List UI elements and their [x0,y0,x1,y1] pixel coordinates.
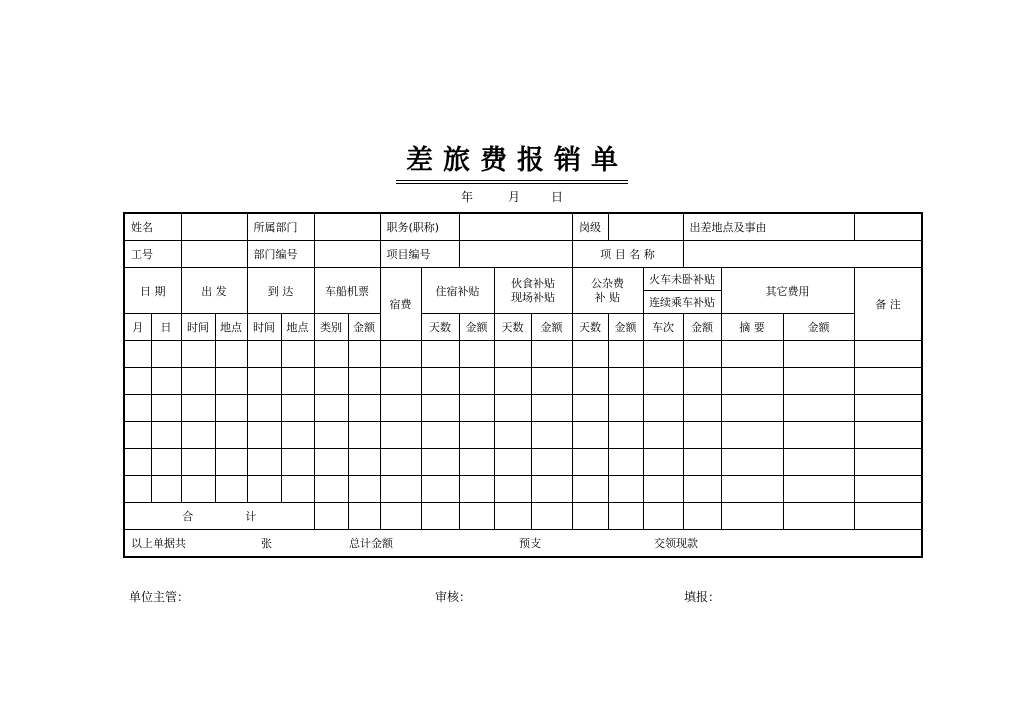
total-amount-label: 总计金额 [349,537,393,550]
table-cell[interactable] [247,368,281,395]
table-cell[interactable] [215,368,247,395]
project-name-label: 项 目 名 称 [572,241,683,268]
table-cell[interactable] [854,395,922,422]
meal-allowance-header [494,268,572,314]
table-cell[interactable] [281,422,314,449]
table-cell[interactable] [854,449,922,476]
rank-label: 岗级 [572,213,608,241]
table-cell[interactable] [494,422,531,449]
table-cell[interactable] [421,476,459,503]
table-row [124,449,922,476]
total-row [124,503,922,530]
table-cell[interactable] [380,449,421,476]
meal-amount-header: 金额 [531,314,572,341]
hotel-days-header: 天数 [421,314,459,341]
date-line [0,188,1024,204]
table-cell[interactable] [181,449,215,476]
table-cell[interactable] [281,341,314,368]
ticket-amount-header: 金额 [348,314,380,341]
table-cell[interactable] [459,395,494,422]
depart-header: 出 发 [181,268,247,314]
summary-row [124,530,922,558]
table-cell[interactable] [721,341,783,368]
table-cell[interactable] [181,422,215,449]
table-cell[interactable] [124,395,151,422]
table-cell[interactable] [281,476,314,503]
table-cell[interactable] [380,476,421,503]
table-cell[interactable] [608,341,643,368]
table-cell[interactable] [531,476,572,503]
table-cell[interactable] [783,503,854,530]
name-field[interactable] [181,213,247,241]
refund-label: 交领现款 [654,537,698,550]
dept-field[interactable] [314,213,380,241]
info-row-2 [124,241,922,268]
project-name-field[interactable] [683,241,922,268]
arrive-header: 到 达 [247,268,314,314]
table-cell[interactable] [783,449,854,476]
table-cell[interactable] [380,503,421,530]
table-cell[interactable] [683,503,721,530]
table-cell[interactable] [314,368,348,395]
total-he: 合 [182,510,194,523]
table-cell[interactable] [151,422,181,449]
table-cell[interactable] [421,395,459,422]
table-cell[interactable] [314,395,348,422]
sheets-label: 张 [261,537,272,550]
other-amount-header: 金额 [783,314,854,341]
table-cell[interactable] [783,422,854,449]
table-cell[interactable] [721,449,783,476]
table-cell[interactable] [572,449,608,476]
table-cell[interactable] [783,395,854,422]
table-cell[interactable] [348,503,380,530]
table-cell[interactable] [721,422,783,449]
table-cell[interactable] [459,476,494,503]
filled-by-signature: 填报： [684,590,721,604]
table-cell[interactable] [683,476,721,503]
date-header: 日 期 [124,268,181,314]
position-label: 职务(职称) [380,213,459,241]
table-cell[interactable] [421,449,459,476]
info-row-1 [124,213,922,241]
table-cell[interactable] [314,476,348,503]
bills-label: 以上单据共 [131,537,186,550]
other-summary-header: 摘 要 [721,314,783,341]
total-ji: 计 [245,510,257,523]
table-cell[interactable] [247,395,281,422]
table-cell[interactable] [215,341,247,368]
destination-field[interactable] [854,213,922,241]
table-cell[interactable] [281,449,314,476]
table-cell[interactable] [247,341,281,368]
subheader-row [124,314,922,341]
table-cell[interactable] [380,341,421,368]
header-row-1 [124,268,922,291]
depart-place-header: 地点 [215,314,247,341]
table-cell[interactable] [721,368,783,395]
table-cell[interactable] [181,395,215,422]
table-cell[interactable] [608,422,643,449]
table-cell[interactable] [572,422,608,449]
dept-label: 所属部门 [247,213,314,241]
table-cell[interactable] [854,341,922,368]
table-cell[interactable] [643,449,683,476]
table-cell[interactable] [348,422,380,449]
table-cell[interactable] [531,503,572,530]
table-cell[interactable] [151,449,181,476]
table-cell[interactable] [215,476,247,503]
table-cell[interactable] [314,422,348,449]
table-cell[interactable] [247,422,281,449]
summary-cell [124,530,922,558]
table-row [124,341,922,368]
table-cell[interactable] [721,395,783,422]
table-cell[interactable] [459,422,494,449]
table-cell[interactable] [181,341,215,368]
table-cell[interactable] [683,422,721,449]
table-cell[interactable] [459,449,494,476]
table-cell[interactable] [721,503,783,530]
table-cell[interactable] [151,341,181,368]
dept-no-label: 部门编号 [247,241,314,268]
table-cell[interactable] [721,476,783,503]
table-cell[interactable] [494,476,531,503]
table-cell[interactable] [348,395,380,422]
meal-allowance-text: 伙食补贴 现场补贴 [511,276,556,304]
date-day: 日 [551,190,564,204]
table-cell[interactable] [531,449,572,476]
table-cell[interactable] [348,476,380,503]
table-cell[interactable] [314,449,348,476]
job-no-label: 工号 [124,241,181,268]
table-cell[interactable] [783,368,854,395]
table-cell[interactable] [572,368,608,395]
table-cell[interactable] [421,422,459,449]
continuous-ride-header: 连续乘车补贴 [643,291,721,314]
meal-days-header: 天数 [494,314,531,341]
table-cell[interactable] [124,449,151,476]
data-rows [124,341,922,503]
lodging-header: 宿费 [380,268,421,341]
review-signature: 审核： [435,590,472,604]
table-cell[interactable] [783,341,854,368]
table-cell[interactable] [181,368,215,395]
table-cell[interactable] [281,395,314,422]
table-cell[interactable] [421,341,459,368]
table-cell[interactable] [494,395,531,422]
table-cell[interactable] [643,395,683,422]
table-cell[interactable] [572,341,608,368]
table-cell[interactable] [531,422,572,449]
table-cell[interactable] [643,368,683,395]
date-year: 年 [461,190,474,204]
table-cell[interactable] [494,341,531,368]
table-cell[interactable] [531,341,572,368]
expense-form-table [123,212,923,558]
table-row [124,422,922,449]
table-cell[interactable] [608,449,643,476]
day-header: 日 [151,314,181,341]
train-sleeper-header: 火车未卧补贴 [643,268,721,291]
advance-label: 预支 [519,537,541,550]
ticket-category-header: 类别 [314,314,348,341]
name-label: 姓名 [124,213,181,241]
ticket-header: 车船机票 [314,268,380,314]
table-cell[interactable] [459,341,494,368]
position-field[interactable] [459,213,572,241]
table-cell[interactable] [124,341,151,368]
table-cell[interactable] [643,476,683,503]
table-cell[interactable] [421,503,459,530]
table-cell[interactable] [494,368,531,395]
table-cell[interactable] [572,476,608,503]
table-cell[interactable] [683,368,721,395]
month-header: 月 [124,314,151,341]
table-cell[interactable] [572,503,608,530]
table-cell[interactable] [572,395,608,422]
table-cell[interactable] [608,503,643,530]
table-cell[interactable] [421,368,459,395]
arrive-place-header: 地点 [281,314,314,341]
table-cell[interactable] [531,368,572,395]
table-cell[interactable] [380,395,421,422]
table-cell[interactable] [348,341,380,368]
table-cell[interactable] [783,476,854,503]
table-cell[interactable] [854,368,922,395]
rank-field[interactable] [608,213,683,241]
train-amount-header: 金额 [683,314,721,341]
job-no-field[interactable] [181,241,247,268]
table-cell[interactable] [247,449,281,476]
table-cell[interactable] [124,368,151,395]
table-cell[interactable] [608,395,643,422]
table-cell[interactable] [281,368,314,395]
table-cell[interactable] [608,476,643,503]
table-cell[interactable] [380,368,421,395]
supervisor-signature: 单位主管： [129,590,190,604]
table-cell[interactable] [494,503,531,530]
table-cell[interactable] [854,503,922,530]
misc-allowance-text: 公杂费 补 贴 [591,276,625,304]
project-no-field[interactable] [459,241,572,268]
remarks-header: 备 注 [854,268,922,341]
table-cell[interactable] [494,449,531,476]
table-cell[interactable] [124,422,151,449]
table-cell[interactable] [643,503,683,530]
project-no-label: 项目编号 [380,241,459,268]
table-row [124,395,922,422]
table-cell[interactable] [247,476,281,503]
table-cell[interactable] [854,476,922,503]
hotel-amount-header: 金额 [459,314,494,341]
misc-amount-header: 金额 [608,314,643,341]
date-month: 月 [508,190,521,204]
misc-days-header: 天数 [572,314,608,341]
table-cell[interactable] [314,341,348,368]
table-cell[interactable] [215,422,247,449]
table-cell[interactable] [314,503,348,530]
table-cell[interactable] [531,395,572,422]
table-cell[interactable] [643,341,683,368]
table-cell[interactable] [380,422,421,449]
table-cell[interactable] [151,476,181,503]
depart-time-header: 时间 [181,314,215,341]
table-cell[interactable] [151,368,181,395]
form-title: 差旅费报销单 [0,138,1024,184]
table-cell[interactable] [151,395,181,422]
table-cell[interactable] [854,422,922,449]
table-cell[interactable] [215,449,247,476]
table-cell[interactable] [181,476,215,503]
table-cell[interactable] [459,503,494,530]
train-no-header: 车次 [643,314,683,341]
other-fees-header: 其它费用 [721,268,854,314]
table-cell[interactable] [683,395,721,422]
table-cell[interactable] [348,368,380,395]
table-row [124,476,922,503]
table-cell[interactable] [124,476,151,503]
table-cell[interactable] [683,449,721,476]
misc-allowance-header [572,268,643,314]
table-cell[interactable] [608,368,643,395]
arrive-time-header: 时间 [247,314,281,341]
table-cell[interactable] [348,449,380,476]
hotel-allowance-header: 住宿补贴 [421,268,494,314]
table-cell[interactable] [215,395,247,422]
dept-no-field[interactable] [314,241,380,268]
total-label [124,503,314,530]
destination-label: 出差地点及事由 [683,213,854,241]
table-cell[interactable] [683,341,721,368]
table-row [124,368,922,395]
table-cell[interactable] [643,422,683,449]
table-cell[interactable] [459,368,494,395]
